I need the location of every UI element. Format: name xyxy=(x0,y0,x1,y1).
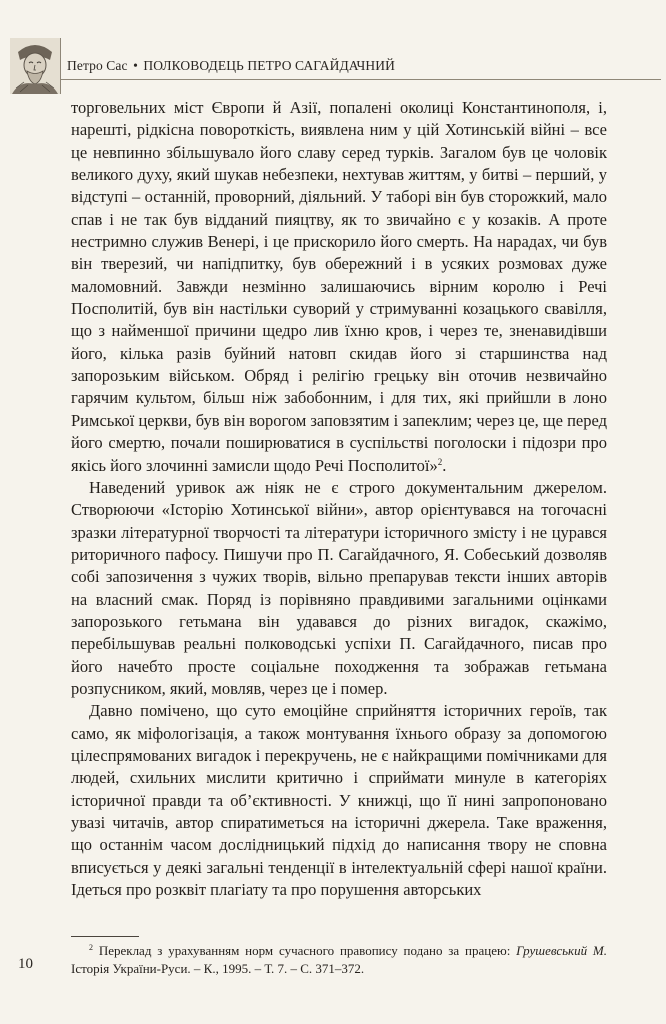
header-rule xyxy=(60,79,661,80)
footnote xyxy=(71,942,607,977)
footnote-rule xyxy=(71,936,139,937)
page-header xyxy=(5,38,661,94)
body-text xyxy=(71,97,607,901)
footnote-text-after: Історія України-Руси. – К., 1995. – Т. 7. – С. 371–372. xyxy=(71,960,365,976)
footnote-ref[interactable]: 2 xyxy=(437,456,443,467)
running-head-separator: • xyxy=(133,58,138,73)
paragraph-2: Наведений уривок аж ніяк не є строго документальним джерелом. Створюючи «Історію Хотинської війни», автор орієнтувався на тогочасні зразки літературної творчості та літератури історичного змісту і не цурався риторичного пафосу. Пишучи про П. Сагайдачного, Я. Собеський дозволяв собі запозичення з чужих творів, вільно препарував тексти інших авторів на власний смак. Поряд із порівняно правдивими загальними оцінками запорозького гетьмана він удавався до різних вигадок, скажімо, перебільшував реальні полководські успіхи П. Сагайдачного, писав про його начебто просте соціальне походження та зображав гетьмана розпусником, який, мовляв, через це і помер. xyxy=(71,477,607,698)
running-head-title: ПОЛКОВОДЕЦЬ ПЕТРО САГАЙДАЧНИЙ xyxy=(143,58,395,73)
running-head xyxy=(67,58,395,74)
running-head-author: Петро Сас xyxy=(67,58,128,73)
author-portrait xyxy=(10,38,61,94)
portrait-engraving-icon xyxy=(10,38,60,94)
footnote-mark: 2 xyxy=(89,943,93,952)
paragraph-1-text: торговельних міст Європи й Азії, попалені околиці Константинополя, і, нарешті, рідкісна повороткість, виявлена ним у цій Хотинській війні – все це невпинно збільшувало його славу серед турків. Загалом був це чоловік великого духу, який шукав небезпеки, нехтував життям, у битві – перший, у відступі – останній, проворний, діяльний. У таборі він був сторожкий, мало спав і не так був відданий пияцтву, як то звичайно є у козаків. А проте нестримно служив Венері, і це прискорило його смерть. На нарадах, чи був він тверезий, чи напідпитку, був обережний і в усяких розмовах дуже маломовний. Завжди незмінно залишаючись вірним королю і Речі Посполитій, був він настільки суворий у стримуванні козацького свавілля, що з найменшої причини щедро лив їхню кров, і через те, зненавидівши його, кілька разів буйний натовп скидав його зі старшинства над запорозьким військом. Обряд і релігію грецьку він оточив незвичайно гарячим культом, більш ніж забобонним, і для тих, які прийшли в лоно Римської церкви, був він ворогом заповзятим і запеклим; через це, ще перед його смертю, почали поширюватися в суспільстві поголоски і підозри про якісь його злочинні замисли щодо Речі Посполитої» xyxy=(71,98,607,475)
footnote-text-before: Переклад з урахуванням норм сучасного правопису подано за працею: xyxy=(98,943,511,958)
paragraph-3: Давно помічено, що суто емоційне сприйняття історичних героїв, так само, як міфологізація, а також монтування їхнього образу за допомогою цілеспрямованих вигадок і перекручень, не є найкращими помічниками для людей, схильних мислити критично і сприймати минуле в категоріях історичної правди та об’єктивності. У книжці, що її нині запропоновано увазі читачів, автор спиратиметься на історичні джерела. Таке враження, що останнім часом дослідницький підхід до написання твору не сповна вписується у деякі загальні тенденції в інтелектуальній сфері нашої країни. Ідеться про розквіт плагіату та про порушення авторських xyxy=(71,701,607,900)
paragraph-1: торговельних міст Європи й Азії, попалені околиці Константинополя, і, нарешті, рідкісна повороткість, виявлена ним у цій Хотинській війні – все це невпинно збільшувало його славу серед турків. Загалом був це чоловік великого духу, який шукав небезпеки, нехтував життям, у битві – перший, у відступі – останній, проворний, діяльний. У таборі він був сторожкий, мало спав і не так був відданий пияцтву, як то звичайно є у козаків. А проте нестримно служив Венері, і це прискорило його смерть. На нарадах, чи був він тверезий, чи напідпитку, був обережний і в усяких розмовах дуже маломовний. Завжди незмінно залишаючись вірним королю і Речі Посполитій, був він настільки суворий у стримуванні козацького свавілля, що з найменшої причини щедро лив їхню кров, і через те, зненавидівши його, кілька разів буйний натовп скидав його зі старшинства над запорозьким військом. Обряд і релігію грецьку він оточив незвичайно гарячим культом, більш ніж забобонним, і для тих, які прийшли в лоно Римської церкви, був він ворогом заповзятим і запеклим; через це, ще перед його смертю, почали поширюватися в суспільстві поголоски і підозри про якісь його злочинні замисли щодо Речі Посполитої»$^2$. xyxy=(71,98,607,475)
footnote-author: Грушевський М. xyxy=(516,943,607,958)
page-number: 10 xyxy=(18,956,33,972)
